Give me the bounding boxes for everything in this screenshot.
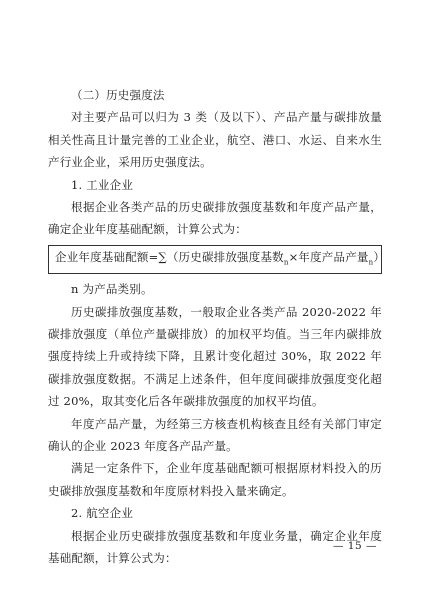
subsection-heading-aviation: 2. 航空企业 — [71, 506, 134, 521]
annual-output-term: 年度产品产量 — [71, 416, 143, 431]
formula-subscript-n2: n — [368, 258, 374, 267]
industrial-allocation-paragraph: 根据企业各类产品的历史碳排放强度基数和年度产品产量，确定企业年度基础配额，计算公式为： — [48, 200, 382, 237]
page-number: — 15 — — [332, 540, 377, 552]
formula-subscript-n1: n — [283, 258, 289, 267]
formula-mid: ×年度产品产量 — [288, 249, 369, 264]
industrial-formula-box — [48, 245, 386, 274]
formula-rhs: ） — [373, 249, 386, 264]
subsection-heading-industrial: 1. 工业企业 — [71, 177, 134, 192]
historical-intensity-body: ，一般取企业各类产品 2020-2022 年碳排放强度（单位产量碳排放）的加权平均值。当三年内碳排放强度持续上升或持续下降，且累计变化超过 30%，取 2022 年碳排放强度数据。不满足上述条件，但年度间碳排放强度变化超过 20%，取其变化后各年碳排放强度的加权平均值。 — [48, 304, 382, 409]
formula-lhs: 企业年度基础配额=∑（历史碳排放强度基数 — [55, 249, 284, 264]
aviation-allocation-paragraph: 根据企业历史碳排放强度基数和年度业务量，确定企业年度基础配额，计算公式为： — [48, 528, 382, 566]
intro-paragraph: 对主要产品可以归为 3 类（及以下）、产品产量与碳排放量相关性高且计量完善的工业企业，航空、港口、水运、自来水生产行业企业，采用历史强度法。 — [48, 110, 382, 170]
n-definition-note: n 为产品类别。 — [71, 282, 153, 297]
section-heading: （二）历史强度法 — [71, 88, 165, 102]
document-body — [48, 84, 386, 569]
raw-material-condition-paragraph: 满足一定条件下，企业年度基础配额可根据原材料投入的历史碳排放强度基数和年度原材料投入量来确定。 — [48, 461, 382, 498]
annual-output-paragraph — [48, 413, 382, 458]
historical-intensity-paragraph — [48, 301, 382, 413]
historical-intensity-term: 历史碳排放强度基数 — [71, 304, 179, 319]
annual-output-body: ，为经第三方核查机构核查且经有关部门审定确认的企业 2023 年度各产品产量。 — [48, 416, 383, 453]
